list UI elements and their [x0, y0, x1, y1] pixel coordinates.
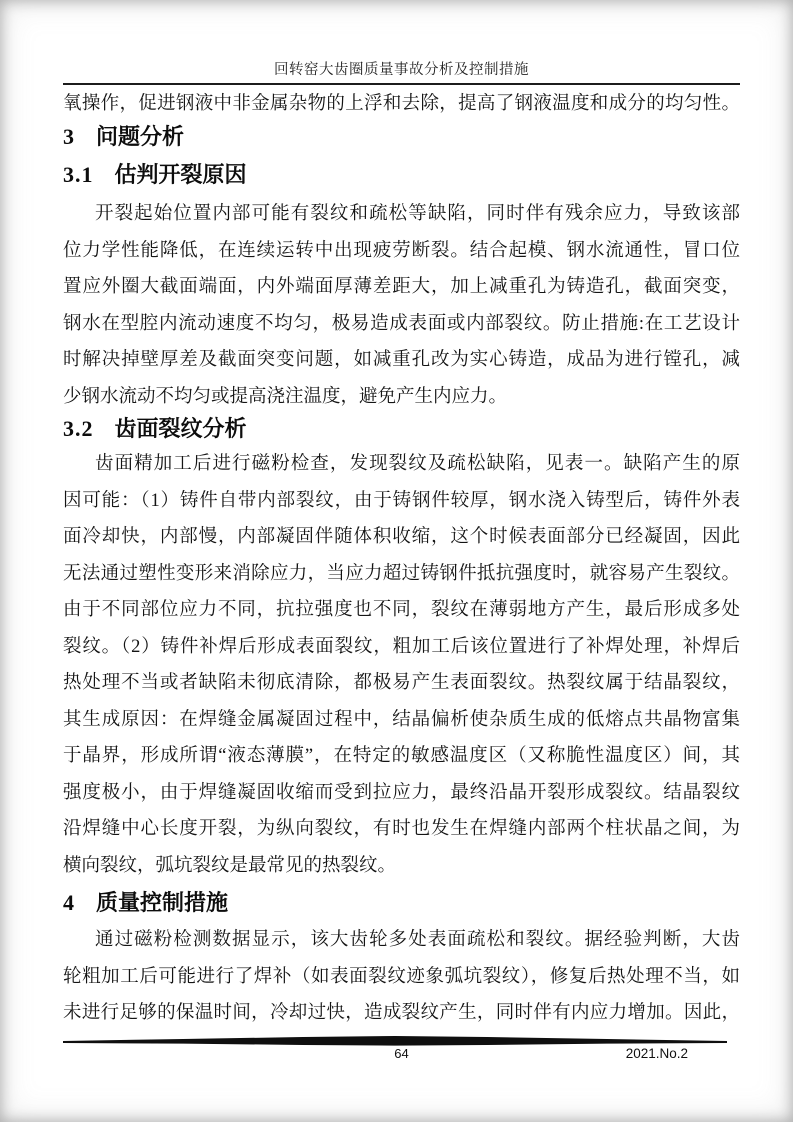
paragraph-2	[63, 446, 740, 884]
body-line: 少钢水流动不均匀或提高浇注温度，避免产生内应力。	[63, 386, 508, 407]
body-line: 通过磁粉检测数据显示，该大齿轮多处表面疏松和裂纹。据经验判断，大齿	[95, 930, 740, 950]
running-title: 回转窑大齿圈质量事故分析及控制措施	[274, 62, 529, 78]
body-line: 于晶界，形成所谓“液态薄膜”，在特定的敏感温度区（又称脆性温度区）间，其	[63, 746, 740, 766]
section-number: 4	[63, 890, 75, 915]
paragraph-1	[63, 196, 740, 415]
body-line: 由于不同部位应力不同，抗拉强度也不同，裂纹在薄弱地方产生，最后形成多处	[63, 600, 740, 620]
footer-rule-decoration	[63, 1033, 727, 1044]
section-title: 估判开裂原因	[114, 162, 247, 187]
body-line: 因可能：（1）铸件自带内部裂纹，由于铸钢件较厚，钢水浇入铸型后，铸件外表	[63, 490, 740, 511]
body-line: 面冷却快，内部慢，内部凝固伴随体积收缩，这个时候表面部分已经凝固，因此	[63, 527, 740, 547]
body-line: 时解决掉壁厚差及截面突变问题，如减重孔改为实心铸造，成品为进行镗孔，减	[63, 350, 740, 370]
body-line: 无法通过塑性变形来消除应力，当应力超过铸钢件抵抗强度时，就容易产生裂纹。	[63, 563, 740, 584]
header-rule	[63, 83, 740, 85]
section-heading-3	[63, 123, 740, 150]
tapered-rule-icon	[63, 1035, 727, 1046]
section-number: 3	[63, 124, 75, 149]
section-number: 3.1	[63, 162, 94, 187]
section-title: 问题分析	[96, 124, 185, 149]
paragraph-3	[63, 922, 740, 1032]
body-line: 钢水在型腔内流动速度不均匀，极易造成表面或内部裂纹。防止措施:在工艺设计	[63, 313, 740, 334]
footer-issue-label: 2021.No.2	[625, 1046, 688, 1061]
body-line: 开裂起始位置内部可能有裂纹和疏松等缺陷，同时伴有残余应力，导致该部	[95, 204, 740, 224]
section-heading-3-1	[63, 161, 740, 188]
body-line: 横向裂纹，弧坑裂纹是最常见的热裂纹。	[63, 855, 397, 876]
body-line: 置应外圈大截面端面，内外端面厚薄差距大，加上减重孔为铸造孔，截面突变，	[63, 277, 740, 297]
section-title: 齿面裂纹分析	[114, 416, 247, 441]
body-line: 未进行足够的保温时间，冷却过快，造成裂纹产生，同时伴有内应力增加。因此，	[63, 1003, 740, 1023]
section-heading-3-2	[63, 415, 740, 442]
section-title: 质量控制措施	[96, 890, 229, 915]
body-line: 强度极小，由于焊缝凝固收缩而受到拉应力，最终沿晶开裂形成裂纹。结晶裂纹	[63, 782, 740, 803]
body-line: 其生成原因：在焊缝金属凝固过程中，结晶偏析使杂质生成的低熔点共晶物富集	[63, 709, 740, 730]
body-line: 齿面精加工后进行磁粉检查，发现裂纹及疏松缺陷，见表一。缺陷产生的原	[95, 454, 740, 474]
section-heading-4	[63, 889, 740, 916]
body-line: 位力学性能降低，在连续运转中出现疲劳断裂。结合起模、钢水流通性，冒口位	[63, 240, 740, 261]
body-line: 裂纹。（2）铸件补焊后形成表面裂纹，粗加工后该位置进行了补焊处理，补焊后	[63, 636, 740, 657]
paragraph-continuation	[63, 86, 740, 123]
body-line: 沿焊缝中心长度开裂，为纵向裂纹，有时也发生在焊缝内部两个柱状晶之间，为	[63, 819, 740, 839]
footer-page-number: 64	[394, 1046, 409, 1061]
body-line: 热处理不当或者缺陷未彻底清除，都极易产生表面裂纹。热裂纹属于结晶裂纹，	[63, 673, 740, 693]
section-number: 3.2	[63, 416, 94, 441]
body-line: 氧操作，促进钢液中非金属杂物的上浮和去除，提高了钢液温度和成分的均匀性。	[63, 94, 740, 114]
body-line: 轮粗加工后可能进行了焊补（如表面裂纹迹象弧坑裂纹），修复后热处理不当，如	[63, 966, 740, 987]
